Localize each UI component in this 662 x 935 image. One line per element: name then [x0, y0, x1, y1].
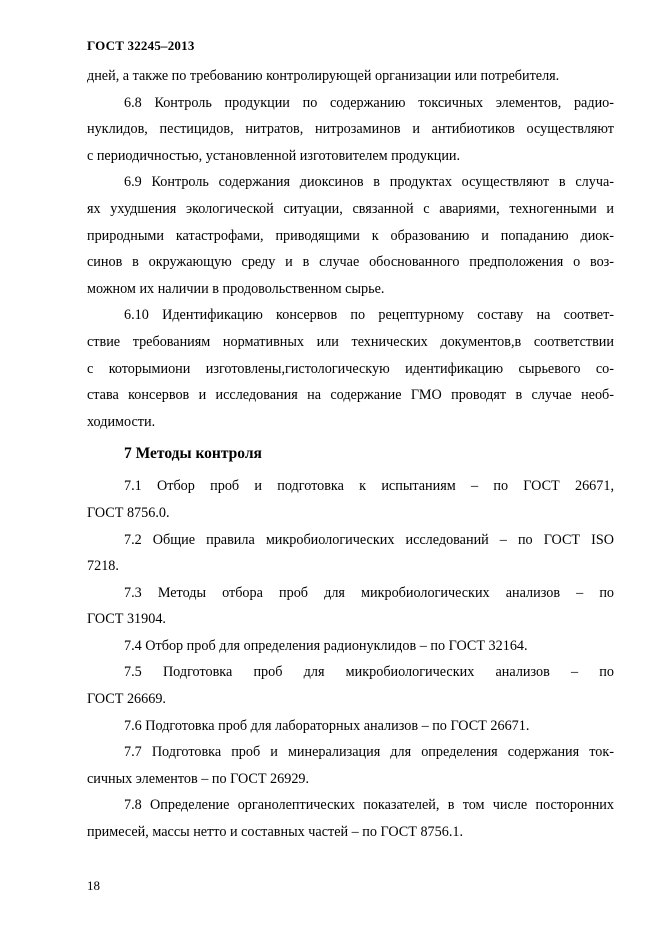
paragraph-line: 6.9 Контроль содержания диоксинов в продуктах осуществляют в случа-: [124, 174, 614, 191]
paragraph-line: става консервов и исследования на содержание ГМО проводят в случае необ-: [87, 387, 614, 404]
paragraph-line: ях ухудшения экологической ситуации, связанной с авариями, техногенными и: [87, 200, 614, 217]
paragraph: [87, 739, 614, 792]
paragraph-line: ГОСТ 26669.: [87, 691, 166, 708]
paragraph-line: 7.8 Определение органолептических показателей, в том числе посторонних: [124, 797, 614, 814]
paragraph-line: с периодичностью, установленной изготовителем продукции.: [87, 147, 461, 164]
paragraph-line: 6.8 Контроль продукции по содержанию токсичных элементов, радио-: [124, 94, 614, 111]
paragraph: [87, 527, 614, 580]
paragraph-line: ГОСТ 8756.0.: [87, 504, 170, 521]
section-title: 7 Методы контроля: [124, 445, 262, 463]
paragraph-line: 7.7 Подготовка проб и минерализация для определения содержания ток-: [124, 744, 614, 761]
paragraph-line: примесей, массы нетто и составных частей – по ГОСТ 8756.1.: [87, 824, 464, 841]
paragraph-line: 7.4 Отбор проб для определения радионуклидов – по ГОСТ 32164.: [124, 637, 528, 654]
paragraph-line: 7.5 Подготовка проб для микробиологических анализов – по: [124, 664, 614, 681]
paragraph-line: природными катастрофами, приводящими к образованию и попаданию диок-: [87, 227, 614, 244]
page-number: 18: [87, 878, 100, 893]
paragraph-line: ствие требованиям нормативных или технических документов,в соответствии: [87, 333, 614, 350]
paragraph-line: 7.2 Общие правила микробиологических исследований – по ГОСТ ISO: [124, 531, 614, 548]
paragraph: [87, 580, 614, 633]
paragraph-line: 7.6 Подготовка проб для лабораторных анализов – по ГОСТ 26671.: [124, 717, 530, 734]
paragraphs-after-section: [87, 473, 614, 845]
paragraph-line: ходимости.: [87, 413, 156, 430]
paragraph: [87, 90, 614, 170]
paragraph-line: ГОСТ 31904.: [87, 611, 166, 628]
paragraph: [87, 63, 614, 90]
paragraph: [87, 302, 614, 435]
paragraph-line: нуклидов, пестицидов, нитратов, нитрозаминов и антибиотиков осуществляют: [87, 121, 614, 138]
paragraph: [87, 169, 614, 302]
paragraph-line: 7218.: [87, 558, 119, 575]
document-body: [87, 63, 614, 846]
document-header: ГОСТ 32245–2013: [87, 38, 195, 53]
paragraph-line: 7.3 Методы отбора проб для микробиологических анализов – по: [124, 584, 614, 601]
paragraph: [87, 659, 614, 712]
paragraph-line: 6.10 Идентификацию консервов по рецептурному составу на соответ-: [124, 307, 614, 324]
paragraph-line: можном их наличии в продовольственном сырье.: [87, 280, 385, 297]
paragraphs-before-section: [87, 63, 614, 435]
paragraph-line: с которымиони изготовлены,гистологическую идентификацию сырьевого со-: [87, 360, 614, 377]
paragraph: [87, 792, 614, 845]
paragraph: [87, 713, 614, 740]
paragraph-line: синов в окружающую среду и в случае обоснованного предположения о воз-: [87, 254, 614, 271]
paragraph: [87, 473, 614, 526]
paragraph-line: дней, а также по требованию контролирующей организации или потребителя.: [87, 68, 560, 84]
paragraph-line: 7.1 Отбор проб и подготовка к испытаниям – по ГОСТ 26671,: [124, 478, 614, 495]
paragraph-line: сичных элементов – по ГОСТ 26929.: [87, 770, 310, 787]
paragraph: [87, 633, 614, 660]
